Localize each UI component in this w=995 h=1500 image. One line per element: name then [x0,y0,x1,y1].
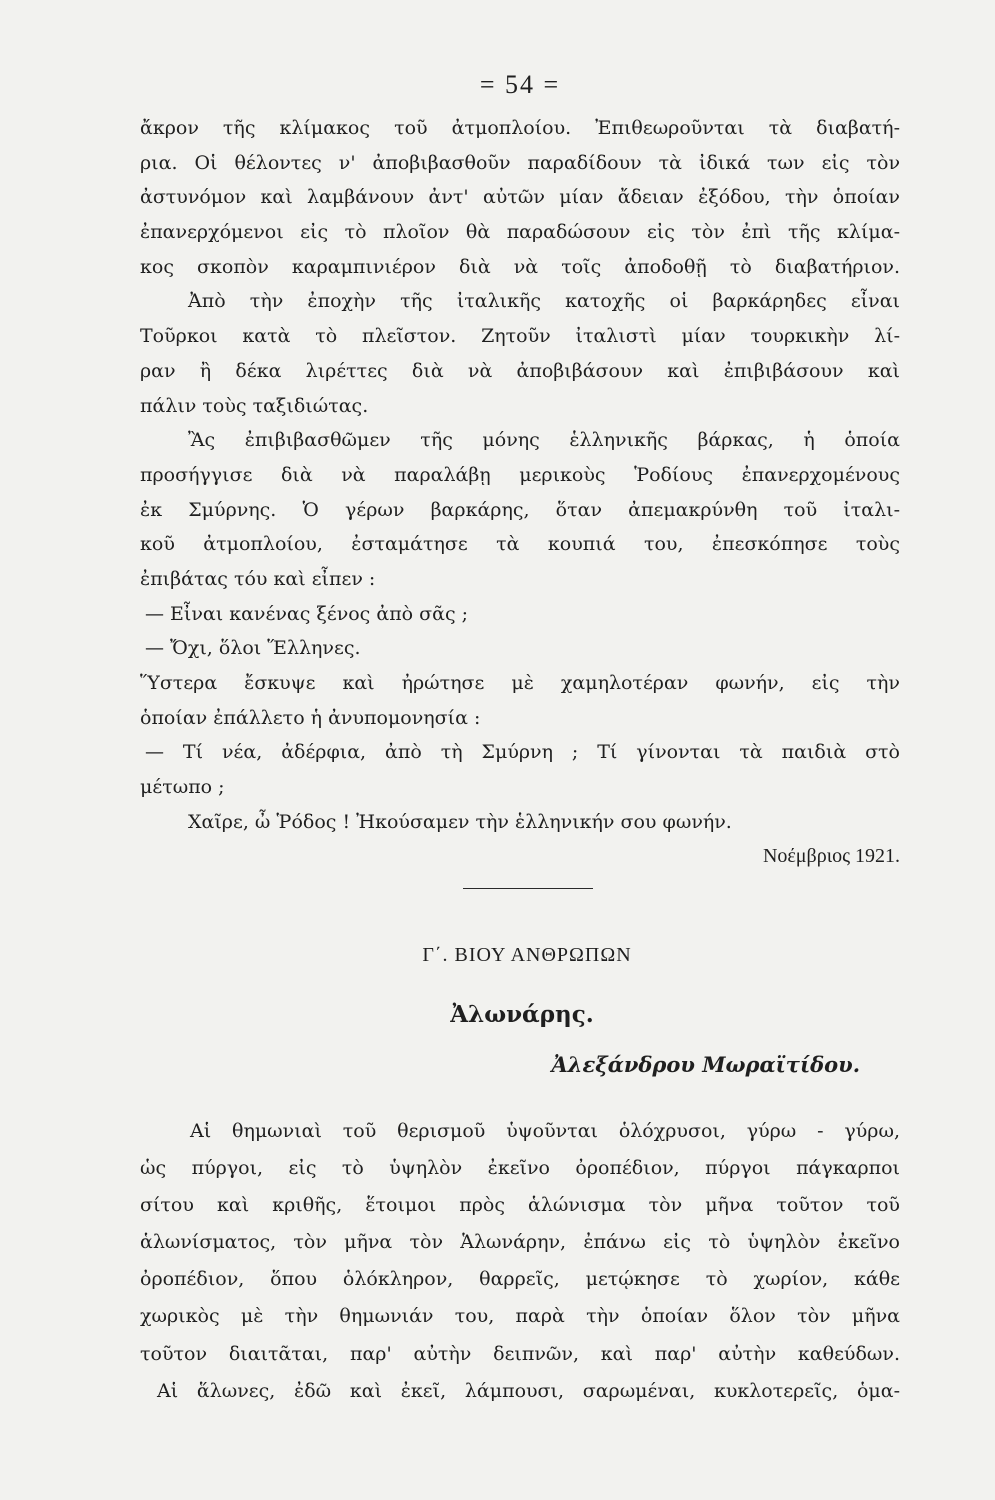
text-line: μέτωπο ; [140,776,225,799]
text-line: τοῦτον διαιτᾶται, παρ' αὐτὴν δειπνῶν, καὶ παρ' αὐτὴν καθεύδων. [140,1342,900,1365]
text-line: Αἱ θημωνιαὶ τοῦ θερισμοῦ ὑψοῦνται ὁλόχρυσοι, γύρω - γύρω, [190,1120,900,1142]
paragraph [140,1373,900,1410]
paragraph [140,735,900,804]
article-continuation [140,111,900,874]
text-line: κος σκοπὸν καραμπινιέρον διὰ νὰ τοῖς ἀποδοθῇ τὸ διαβατήριον. [140,255,900,278]
paragraph [140,597,900,632]
text-line: Τοῦρκοι κατὰ τὸ πλεῖστον. Ζητοῦν ἰταλιστὶ μίαν τουρκικὴν λί- [140,325,900,348]
page-number: = 54 = [479,70,561,99]
text-line: — Ὄχι, ὅλοι Ἕλληνες. [145,637,361,660]
text-line: ἐπιβάτας τόυ καὶ εἶπεν : [140,567,376,590]
article-body [140,1113,900,1410]
text-line: ὁποίαν ἐπάλλετο ἡ ἀνυπομονησία : [140,706,481,729]
article-title: Ἀλωνάρης. [450,1001,594,1028]
text-line: ἐκ Σμύρνης. Ὁ γέρων βαρκάρης, ὅταν ἀπεμακρύνθη τοῦ ἰταλι- [140,498,900,521]
text-line: ἄκρον τῆς κλίμακος τοῦ ἀτμοπλοίου. Ἐπιθεωροῦνται τὰ διαβατή- [140,117,900,139]
text-line: — Εἶναι κανένας ξένος ἀπὸ σᾶς ; [145,602,469,625]
article-date: Νοέμβριος 1921. [762,845,900,868]
paragraph [140,111,900,284]
section-divider [463,888,593,889]
paragraph [140,423,900,596]
text-line: πάλιν τοὺς ταξιδιώτας. [140,394,369,417]
text-line: ἐπανερχόμενοι εἰς τὸ πλοῖον θὰ παραδώσουν εἰς τὸν ἐπὶ τῆς κλίμα- [140,221,900,244]
article-author: Ἀλεξάνδρου Μωραϊτίδου. [551,1052,860,1077]
text-line: Ὕστερα ἔσκυψε καὶ ἠρώτησε μὲ χαμηλοτέραν φωνήν, εἰς τὴν [140,672,900,694]
paragraph [140,666,900,735]
text-line: ρια. Οἱ θέλοντες ν' ἀποβιβασθοῦν παραδίδουν τὰ ἰδικά των εἰς τὸν [140,151,900,174]
article [140,1113,900,1410]
text-line: Αἱ ἅλωνες, ἐδῶ καὶ ἐκεῖ, λάμπουσι, σαρωμέναι, κυκλοτερεῖς, ὁμα- [157,1379,900,1402]
paragraph [140,1113,900,1373]
text-line: Χαῖρε, ὦ Ῥόδος ! Ἠκούσαμεν τὴν ἑλληνικήν σου φωνήν. [188,810,732,833]
text-line: χωρικὸς μὲ τὴν θημωνιάν του, παρὰ τὴν ὁποίαν ὅλον τὸν μῆνα [140,1305,900,1328]
text-line: κοῦ ἀτμοπλοίου, ἐσταμάτησε τὰ κουπιά του, ἐπεσκόπησε τοὺς [140,533,900,556]
text-line: Ἂς ἐπιβιβασθῶμεν τῆς μόνης ἑλληνικῆς βάρκας, ἡ ὁποία [188,429,900,452]
text-line: — Τί νέα, ἀδέρφια, ἀπὸ τὴ Σμύρνη ; Τί γίνονται τὰ παιδιὰ στὸ [145,741,900,764]
paragraph [140,284,900,423]
article-body [140,111,900,839]
section-heading: Γ΄. ΒΙΟΥ ΑΝΘΡΩΠΩΝ [422,944,632,966]
text-line: ἁλωνίσματος, τὸν μῆνα τὸν Ἁλωνάρην, ἐπάνω εἰς τὸ ὑψηλὸν ἐκεῖνο [140,1231,900,1254]
text-line: ἀστυνόμον καὶ λαμβάνουν ἀντ' αὐτῶν μίαν ἄδειαν ἐξόδου, τὴν ὁποίαν [140,186,900,209]
text-line: Ἀπὸ τὴν ἐποχὴν τῆς ἰταλικῆς κατοχῆς οἱ βαρκάρηδες εἶναι [188,290,900,313]
text-line: ὡς πύργοι, εἰς τὸ ὑψηλὸν ἐκεῖνο ὀροπέδιον, πύργοι πάγκαρποι [140,1157,900,1180]
paragraph [140,631,900,666]
text-line: ὀροπέδιον, ὅπου ὁλόκληρον, θαρρεῖς, μετῴκησε τὸ χωρίον, κάθε [140,1268,900,1291]
text-line: ραν ἢ δέκα λιρέττες διὰ νὰ ἀποβιβάσουν καὶ ἐπιβιβάσουν καὶ [140,359,900,382]
text-line: προσήγγισε διὰ νὰ παραλάβῃ μερικοὺς Ῥοδίους ἐπανερχομένους [140,463,900,486]
paragraph [140,805,900,840]
text-line: σίτου καὶ κριθῆς, ἕτοιμοι πρὸς ἁλώνισμα τὸν μῆνα τοῦτον τοῦ [140,1194,900,1217]
